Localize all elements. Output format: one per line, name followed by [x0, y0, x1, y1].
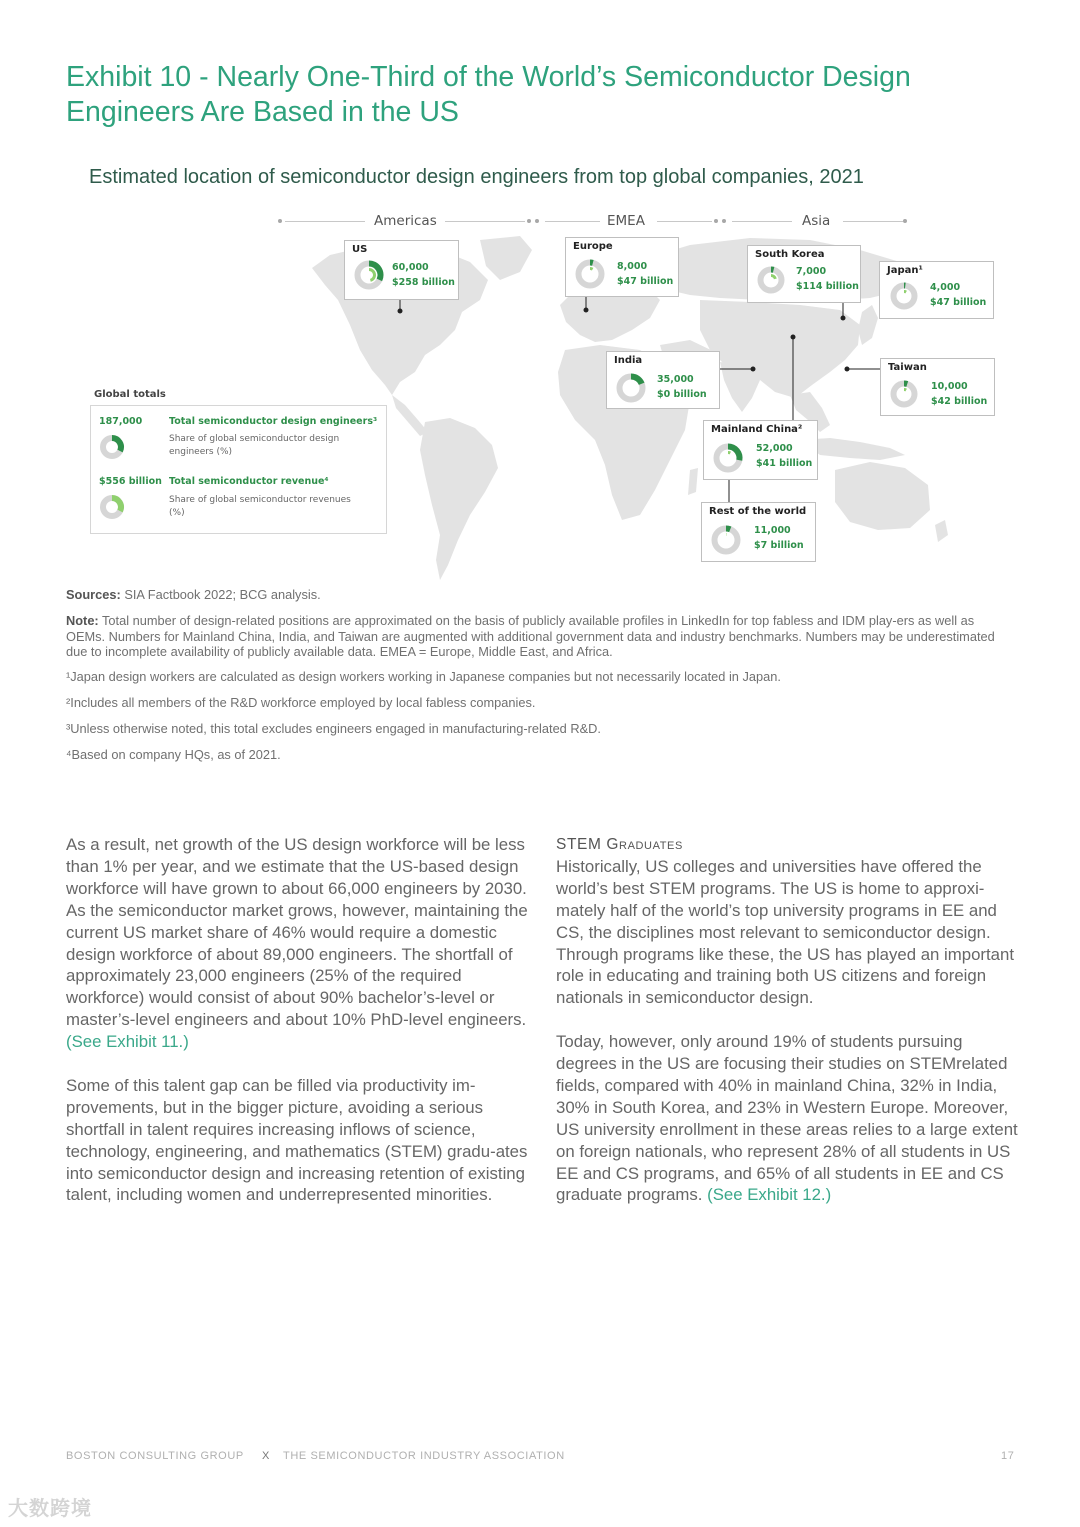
- paragraph-text: Today, however, only around 19% of students pursuing degrees in the US are focusing their studies on STEMrelated fields, compared with 40% in mainland China, 32% in India, 30% in South Korea, and 23% in Western Europe. Moreover, US university enrollment in these areas relies to a large extent on foreign nationals, who represent 28% of all students in US EE and CS programs, and 65% of all students in EE and CS graduate programs.: [556, 1032, 1018, 1205]
- total-revenue-value: $556 billion: [99, 476, 162, 487]
- exhibit-11-link[interactable]: (See Exhibit 11.): [66, 1032, 189, 1052]
- watermark-logo: 大数跨境: [8, 1496, 92, 1520]
- map-pin-south-korea: [841, 316, 846, 321]
- donut-chart-india: [613, 370, 649, 406]
- callout-name: South Korea: [755, 249, 825, 260]
- total-revenue-label: Total semiconductor revenue⁴: [169, 476, 329, 487]
- sources-label: Sources:: [66, 587, 121, 602]
- note-label: Note:: [66, 613, 99, 628]
- map-central-america: [392, 395, 428, 436]
- map-australia: [835, 462, 930, 530]
- revenue-share-arc: [728, 453, 730, 454]
- revenue-value: $47 billion: [930, 297, 987, 308]
- footer-separator: X: [262, 1450, 270, 1462]
- callout-europe: [565, 237, 679, 297]
- callout-name: US: [352, 244, 368, 255]
- footnote-2: ²Includes all members of the R&D workforce employed by local fabless companies.: [66, 695, 536, 710]
- revenue-value: $47 billion: [617, 276, 674, 287]
- revenue-value: $0 billion: [657, 389, 707, 400]
- revenue-value: $41 billion: [756, 458, 813, 469]
- map-madagascar: [688, 468, 698, 495]
- engineers-value: 4,000: [930, 282, 961, 293]
- engineers-value: 7,000: [796, 266, 827, 277]
- callout-india: [606, 351, 720, 409]
- sources-line: [66, 587, 1016, 603]
- sources-text: SIA Factbook 2022; BCG analysis.: [124, 587, 321, 602]
- total-engineers-value: 187,000: [99, 416, 143, 427]
- donut-chart-europe: [572, 256, 608, 292]
- region-label-emea: EMEA: [607, 213, 645, 229]
- donut-track: [579, 263, 602, 286]
- map-pin-europe: [584, 308, 589, 313]
- revenue-value: $7 billion: [754, 540, 804, 551]
- paragraph: [556, 1031, 1018, 1206]
- engineers-value: 52,000: [756, 443, 793, 454]
- callout-us: [344, 240, 459, 300]
- total-revenue-desc: Share of global semiconductor revenues (%): [169, 495, 351, 518]
- revenue-value: $258 billion: [392, 277, 455, 288]
- exhibit-title: Exhibit 10 - Nearly One-Third of the World’s Semiconductor Design Engineers Are Based in the US: [66, 61, 911, 128]
- engineers-value: 8,000: [617, 261, 648, 272]
- callout-name: India: [614, 355, 643, 366]
- paragraph: Historically, US colleges and universities have offered the world’s best STEM programs. The US is home to approxi-mately half of the world’s top university programs in EE and CS, the disciplines most relevant to semiconductor design. Through programs like these, the US has played an important role in educating and training both US citizens and foreign nationals in semiconductor design.: [556, 856, 1015, 1008]
- engineers-value: 35,000: [657, 374, 694, 385]
- donut-track: [894, 384, 915, 405]
- total-engineers-desc: Share of global semiconductor design engineers (%): [169, 434, 340, 457]
- revenue-share-arc: [771, 276, 775, 279]
- engineer-share-arc: [631, 377, 642, 384]
- section-heading-text: STEM Graduates: [556, 836, 683, 853]
- page-number: 17: [1001, 1450, 1015, 1462]
- donut-chart-mainland-china: [710, 440, 746, 476]
- chart-subtitle: Estimated location of semiconductor design engineers from top global companies, 2021: [89, 166, 864, 188]
- map-asia-main: [700, 300, 860, 398]
- callout-name: Japan¹: [887, 265, 923, 276]
- callout-name: Taiwan: [888, 362, 927, 373]
- engineers-value: 10,000: [931, 381, 968, 392]
- revenue-share-arc: [590, 269, 593, 270]
- revenue-share-arc: [904, 292, 906, 293]
- map-pin-india: [751, 367, 756, 372]
- note-block: [66, 613, 1016, 660]
- callout-mainland-china: [703, 420, 818, 480]
- region-label-americas: Americas: [374, 213, 437, 229]
- paragraph-text: As a result, net growth of the US design workforce will be less than 1% per year, and we estimate that the US-based design workforce will have grown to about 66,000 engineers by 2030. As the semiconductor market grows, however, maintaining the current US market share of 46% would require a domestic design workforce of about 89,000 engineers. The shortfall of approximately 23,000 engineers (25% of the required workforce) would consist of about 90% bachelor’s-level or master’s-level engineers and about 10% PhD-level engineers.: [66, 835, 528, 1030]
- callout-name: Europe: [573, 241, 613, 252]
- revenue-value: $114 billion: [796, 281, 859, 292]
- revenue-share-arc: [904, 390, 906, 391]
- paragraph: Some of this talent gap can be filled via productivity im-provements, but in the bigger picture, avoiding a serious shortfall in talent requires increasing inflows of science, technology, engineering, and mathematics (STEM) gradu-ates into semiconductor design and increasing retention of existing talent, including women and underrepresented minorities.: [66, 1075, 528, 1205]
- callout-japan: [879, 261, 994, 319]
- donut-track: [894, 286, 915, 307]
- donut-chart-rest-of-world: [708, 522, 744, 558]
- callout-name: Rest of the world: [709, 506, 807, 517]
- callout-rest-of-world: [701, 502, 816, 562]
- donut-track: [761, 270, 782, 291]
- donut-chart-taiwan: [887, 377, 921, 411]
- footnote-1: ¹Japan design workers are calculated as design workers working in Japanese companies but not necessarily located in Japan.: [66, 669, 781, 684]
- revenue-value: $42 billion: [931, 396, 988, 407]
- map-pin-us: [398, 309, 403, 314]
- map-japan: [858, 305, 878, 345]
- footnote-3: ³Unless otherwise noted, this total excludes engineers engaged in manufacturing-related R&D.: [66, 721, 601, 736]
- revenue-share-arc: [369, 270, 375, 281]
- callout-taiwan: [880, 358, 995, 416]
- callout-name: Mainland China²: [711, 424, 803, 435]
- map-greenland: [480, 236, 532, 280]
- legend-donut-engineers: [99, 434, 125, 460]
- paragraph: [66, 834, 528, 1053]
- engineer-share-arc: [726, 529, 730, 530]
- donut-chart-japan: [887, 279, 921, 313]
- section-heading: [556, 834, 1018, 856]
- body-left-column: [66, 834, 528, 1228]
- global-totals-title: Global totals: [94, 389, 166, 400]
- engineers-value: 60,000: [392, 262, 429, 273]
- donut-chart-south-korea: [754, 263, 788, 297]
- total-engineers-label: Total semiconductor design engineers³: [169, 416, 378, 427]
- engineer-share-arc: [904, 384, 907, 385]
- legend-donut-revenue: [99, 494, 125, 520]
- exhibit-12-link[interactable]: (See Exhibit 12.): [707, 1185, 832, 1205]
- footnote-4: ⁴Based on company HQs, as of 2021.: [66, 747, 281, 762]
- map-pin-china: [791, 335, 796, 340]
- donut-chart-us: [351, 257, 387, 293]
- map-pin-taiwan: [845, 367, 850, 372]
- map-south-america: [420, 418, 498, 580]
- footer-org-2: THE SEMICONDUCTOR INDUSTRY ASSOCIATION: [283, 1450, 565, 1462]
- footer-org-1: BOSTON CONSULTING GROUP: [66, 1450, 244, 1462]
- region-label-asia: Asia: [802, 213, 831, 229]
- body-right-column: [556, 834, 1018, 1228]
- donut-track: [715, 529, 738, 552]
- callout-south-korea: [747, 245, 861, 303]
- note-text: Total number of design-related positions are approximated on the basis of publicly available profiles in LinkedIn for top fabless and IDM play-ers as well as OEMs. Numbers for Mainland China, India, and Taiwan are augmented with additional government data and industry benchmarks. Numbers may be underestimated due to incomplete availability of publicly available data. EMEA = Europe, Middle East, and Africa.: [66, 613, 995, 659]
- engineers-value: 11,000: [754, 525, 791, 536]
- global-totals-legend: [90, 405, 387, 534]
- map-new-zealand: [935, 520, 948, 542]
